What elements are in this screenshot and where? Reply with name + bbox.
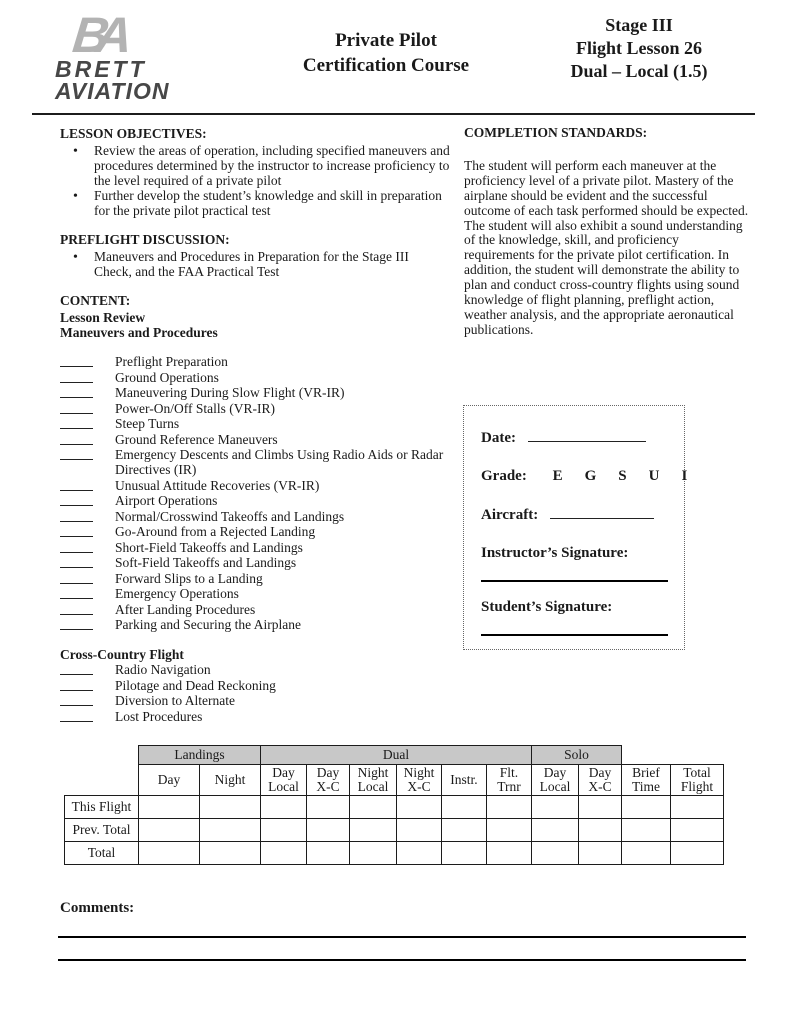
cross-country-checklist [60, 662, 450, 724]
checklist-blank-line [60, 617, 93, 630]
checklist-item [60, 571, 450, 586]
grade-option: I [681, 468, 688, 484]
table-cell [487, 796, 532, 819]
checklist-blank-line [60, 602, 93, 615]
completion-standards-heading: COMPLETION STANDARDS: [464, 125, 648, 140]
checklist-item-label: After Landing Procedures [115, 601, 256, 617]
checklist-item [60, 401, 450, 416]
checklist-item-label: Pilotage and Dead Reckoning [115, 677, 276, 693]
checklist-item [60, 617, 450, 632]
table-corner-cell [65, 765, 139, 796]
grade-option: S [618, 468, 627, 484]
aircraft-blank-line [550, 506, 654, 519]
checklist-blank-line [60, 478, 93, 491]
objective-item [60, 188, 450, 218]
table-row [65, 842, 724, 865]
lesson-duration-label: Dual – Local (1.5) [570, 61, 708, 81]
logo-brett-text: BRETT [55, 56, 147, 82]
stage-label: Stage III [605, 15, 673, 35]
group-header-solo: Solo [532, 746, 622, 765]
checklist-item [60, 447, 450, 477]
table-cell [261, 796, 307, 819]
column-header: Night [200, 765, 261, 796]
date-label: Date: [481, 430, 516, 446]
comments-line-2 [58, 959, 746, 961]
table-group-header-row [65, 746, 724, 765]
table-cell [442, 819, 487, 842]
grade-options [531, 468, 688, 484]
checklist-item-label: Parking and Securing the Airplane [115, 617, 301, 632]
checklist-item [60, 370, 450, 385]
checklist-item-label: Ground Reference Maneuvers [115, 431, 278, 447]
table-cell [532, 796, 579, 819]
column-header: Day X-C [579, 765, 622, 796]
table-cell [200, 819, 261, 842]
table-cell [397, 842, 442, 865]
grade-option: G [584, 468, 597, 484]
table-corner-cell [622, 746, 724, 765]
row-label: This Flight [65, 796, 139, 819]
table-cell [671, 842, 724, 865]
checklist-blank-line [60, 662, 93, 675]
table-body [65, 796, 724, 865]
checklist-blank-line [60, 678, 93, 691]
table-cell [532, 819, 579, 842]
checklist-item-label: Diversion to Alternate [115, 693, 235, 708]
column-header: Total Flight [671, 765, 724, 796]
table-cell [622, 819, 671, 842]
table-cell [579, 819, 622, 842]
checklist-item [60, 509, 450, 524]
column-header: Brief Time [622, 765, 671, 796]
comments-heading: Comments: [60, 900, 135, 916]
checklist-item-label: Forward Slips to a Landing [115, 570, 263, 586]
bullet-icon [60, 188, 94, 218]
column-header: Day [139, 765, 200, 796]
date-blank-line [528, 429, 646, 442]
header-divider [32, 113, 755, 115]
table-cell [487, 842, 532, 865]
lesson-objectives-heading: LESSON OBJECTIVES: [60, 126, 207, 141]
grade-option: U [648, 468, 660, 484]
checklist-item [60, 416, 450, 431]
checklist-item-label: Emergency Descents and Climbs Using Radio Aids or Radar Directives (IR) [115, 447, 444, 477]
student-signature-label: Student’s Signature: [481, 599, 613, 615]
checklist-blank-line [60, 709, 93, 722]
checklist-blank-line [60, 493, 93, 506]
flight-lesson-label: Flight Lesson 26 [575, 38, 703, 58]
checklist-item-label: Unusual Attitude Recoveries (VR-IR) [115, 477, 320, 493]
maneuvers-checklist [60, 354, 450, 632]
checklist-item [60, 602, 450, 617]
grade-option: E [552, 468, 563, 484]
comments-line-1 [58, 936, 746, 938]
table-cell [307, 842, 350, 865]
checklist-blank-line [60, 401, 93, 414]
checklist-item [60, 385, 450, 400]
brett-aviation-logo [55, 7, 230, 104]
checklist-item-label: Radio Navigation [115, 662, 211, 677]
objective-text: Further develop the student’s knowledge and skill in preparation for the private pilot practical test [94, 188, 442, 218]
aircraft-label: Aircraft: [481, 507, 539, 523]
table-cell [307, 819, 350, 842]
preflight-item [60, 249, 450, 279]
table-cell [579, 796, 622, 819]
table-cell [622, 842, 671, 865]
student-signature-line [481, 634, 668, 636]
lesson-objectives-list [60, 143, 450, 218]
row-label: Prev. Total [65, 819, 139, 842]
group-header-dual: Dual [261, 746, 532, 765]
checklist-item [60, 493, 450, 508]
table-corner-cell [65, 746, 139, 765]
table-cell [622, 796, 671, 819]
checklist-item-label: Preflight Preparation [115, 354, 228, 369]
preflight-discussion-list [60, 249, 450, 279]
table-cell [487, 819, 532, 842]
column-header: Instr. [442, 765, 487, 796]
checklist-item [60, 709, 450, 724]
table-cell [139, 796, 200, 819]
checklist-item-label: Emergency Operations [115, 586, 239, 601]
checklist-blank-line [60, 447, 93, 460]
document-title-line2: Certification Course [302, 55, 470, 76]
grade-row [481, 468, 688, 485]
checklist-item [60, 662, 450, 677]
checklist-blank-line [60, 693, 93, 706]
content-subheading-maneuvers: Maneuvers and Procedures [60, 325, 218, 340]
checklist-blank-line [60, 586, 93, 599]
instructor-signature-label: Instructor’s Signature: [481, 545, 629, 561]
table-cell [200, 796, 261, 819]
table-column-header-row [65, 765, 724, 796]
checklist-item-label: Normal/Crosswind Takeoffs and Landings [115, 508, 345, 524]
table-cell [350, 796, 397, 819]
checklist-item [60, 586, 450, 601]
objective-text: Review the areas of operation, including specified maneuvers and procedures determined by the instructor to increase proficiency to the level required of a private pilot [94, 143, 450, 188]
table-cell [442, 796, 487, 819]
checklist-item [60, 678, 450, 693]
checklist-item-label: Ground Operations [115, 369, 219, 385]
checklist-blank-line [60, 540, 93, 553]
checklist-blank-line [60, 354, 93, 367]
checklist-item-label: Soft-Field Takeoffs and Landings [115, 555, 297, 570]
right-column [464, 126, 752, 338]
table-cell [200, 842, 261, 865]
checklist-item-label: Power-On/Off Stalls (VR-IR) [115, 400, 275, 416]
column-header: Night X-C [397, 765, 442, 796]
bullet-icon [60, 143, 94, 188]
instructor-signature-line [481, 580, 668, 582]
checklist-item [60, 693, 450, 708]
table-cell [139, 819, 200, 842]
table-row [65, 819, 724, 842]
checklist-item-label: Short-Field Takeoffs and Landings [115, 539, 303, 555]
checklist-item-label: Lost Procedures [115, 708, 203, 724]
table-cell [261, 819, 307, 842]
row-label: Total [65, 842, 139, 865]
table-row [65, 796, 724, 819]
checklist-item [60, 432, 450, 447]
document-title [246, 28, 526, 78]
document-title-line1: Private Pilot [335, 30, 437, 51]
content-subheading-lesson-review: Lesson Review [60, 310, 146, 325]
checklist-blank-line [60, 370, 93, 383]
preflight-discussion-heading: PREFLIGHT DISCUSSION: [60, 232, 230, 247]
checklist-blank-line [60, 571, 93, 584]
table-cell [671, 819, 724, 842]
date-row [481, 429, 668, 447]
checklist-blank-line [60, 416, 93, 429]
left-column [60, 126, 450, 724]
checklist-blank-line [60, 524, 93, 537]
grade-box [463, 405, 688, 650]
table-cell [579, 842, 622, 865]
column-header: Night Local [350, 765, 397, 796]
checklist-item-label: Steep Turns [115, 416, 180, 431]
stage-info-block [539, 14, 739, 83]
grade-label: Grade: [481, 468, 527, 484]
completion-standards-text: The student will perform each maneuver at the proficiency level of a private pilot. Mastery of the airplane should be evident and the successful outcome of each task performed should be expected. The student will also exhibit a sound understanding of the knowledge, skill, and proficiency requirements for the private pilot certification. In addition, the student will demonstrate the ability to plan and conduct cross-country flights using sound knowledge of flight planning, preflight action, weather analysis, and the appropriate aeronautical publications. [464, 157, 749, 337]
aircraft-row [481, 506, 668, 524]
checklist-item [60, 555, 450, 570]
checklist-blank-line [60, 555, 93, 568]
table-cell [307, 796, 350, 819]
checklist-item-label: Maneuvering During Slow Flight (VR-IR) [115, 385, 345, 400]
logo-ba-mark: BA [70, 7, 123, 63]
group-header-landings: Landings [139, 746, 261, 765]
checklist-item [60, 354, 450, 369]
checklist-blank-line [60, 385, 93, 398]
column-header: Day X-C [307, 765, 350, 796]
checklist-item [60, 540, 450, 555]
objective-item [60, 143, 450, 188]
table-cell [397, 819, 442, 842]
checklist-item [60, 478, 450, 493]
bullet-icon [60, 249, 94, 279]
column-header: Day Local [261, 765, 307, 796]
checklist-blank-line [60, 509, 93, 522]
table-cell [671, 796, 724, 819]
table-cell [397, 796, 442, 819]
preflight-text: Maneuvers and Procedures in Preparation for the Stage III Check, and the FAA Practical Test [94, 249, 409, 279]
flight-time-table [64, 745, 724, 865]
checklist-item-label: Airport Operations [115, 493, 218, 508]
table-cell [350, 842, 397, 865]
table-cell [532, 842, 579, 865]
table-cell [139, 842, 200, 865]
checklist-item [60, 524, 450, 539]
logo-aviation-text: AVIATION [55, 78, 170, 104]
table-cell [350, 819, 397, 842]
checklist-blank-line [60, 432, 93, 445]
column-header: Day Local [532, 765, 579, 796]
cross-country-heading: Cross-Country Flight [60, 647, 184, 662]
table-cell [261, 842, 307, 865]
table-cell [442, 842, 487, 865]
content-heading: CONTENT: [60, 293, 131, 308]
checklist-item-label: Go-Around from a Rejected Landing [115, 524, 316, 539]
column-header: Flt. Trnr [487, 765, 532, 796]
